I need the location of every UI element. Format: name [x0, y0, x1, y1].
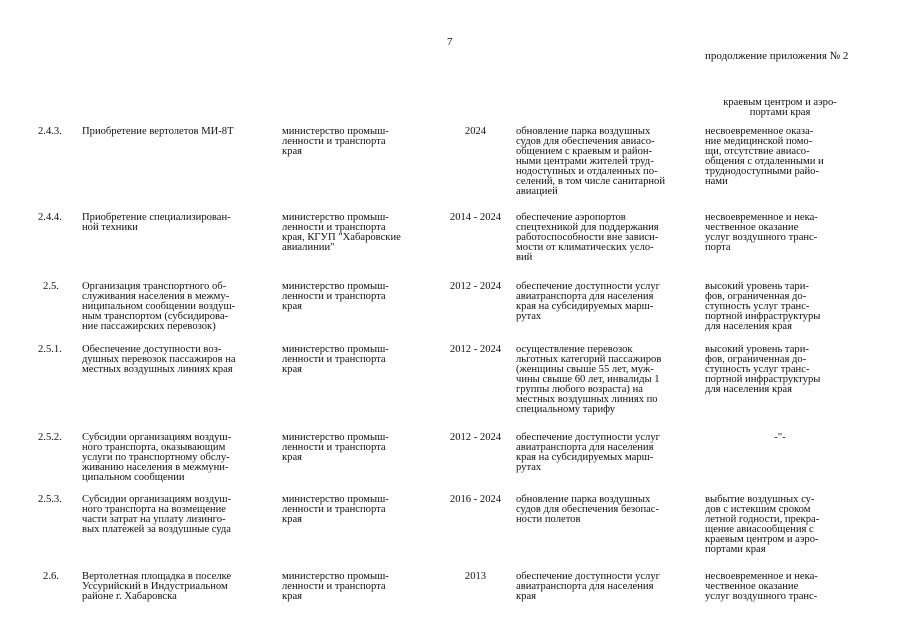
activity-name: Приобретение вертолетов МИ-8Т	[82, 126, 234, 137]
expected-result: обеспечение доступности услуг авиатранспорта для населения края на субсидируемых марш- рутах	[516, 281, 660, 322]
risk: несвоевременное оказа- ние медицинской помо- щи, отсутствие авиасо- общения с отдаленными и труднодоступными райо- нами	[705, 126, 824, 187]
expected-result: обеспечение доступности услуг авиатранспорта для населения края	[516, 571, 660, 602]
carry-line: краевым центром и аэро-	[723, 97, 837, 108]
row-number: 2.5.	[43, 281, 59, 292]
expected-result: обеспечение аэропортов спецтехникой для поддержания работоспособности вне зависи- мости от климатических усло- вий	[516, 212, 659, 263]
carry-over-text	[705, 98, 855, 118]
carry-line: портами края	[749, 107, 811, 118]
activity-name: Приобретение специализирован- ной техники	[82, 212, 231, 233]
executor: министерство промыш- ленности и транспорта края, КГУП "Хабаровские авиалинии"	[282, 212, 401, 253]
page-number: 7	[447, 36, 453, 48]
executor: министерство промыш- ленности и транспорта края	[282, 571, 389, 602]
risk: несвоевременное и нека- чественное оказание услуг воздушного транс-	[705, 571, 818, 602]
expected-result: осуществление перевозок льготных категорий пассажиров (женщины свыше 55 лет, муж- чины свыше 60 лет, инвалиды 1 группы любого возраста) на местных воздушных линиях по специальному тарифу	[516, 344, 662, 415]
executor: министерство промыш- ленности и транспорта края	[282, 281, 389, 312]
risk: несвоевременное и нека- чественное оказание услуг воздушного транс- порта	[705, 212, 818, 253]
row-number: 2.4.4.	[38, 212, 62, 223]
risk: выбытие воздушных су- дов с истекшим сроком летной годности, прекра- щение авиасообщения с краевым центром и аэро- портами края	[705, 494, 820, 555]
executor: министерство промыш- ленности и транспорта края	[282, 344, 389, 375]
years: 2016 - 2024	[449, 494, 502, 505]
risk: -"-	[774, 432, 786, 443]
row-number: 2.5.3.	[38, 494, 62, 505]
activity-name: Обеспечение доступности воз- душных перевозок пассажиров на местных воздушных линиях края	[82, 344, 236, 375]
row-number: 2.5.2.	[38, 432, 62, 443]
years: 2014 - 2024	[449, 212, 502, 223]
activity-name: Субсидии организациям воздуш- ного транспорта на возмещение части затрат на уплату лизинго- вых платежей за воздушные суда	[82, 494, 232, 535]
risk: высокий уровень тари- фов, ограниченная до- ступность услуг транс- портной инфраструктуры для населения края	[705, 281, 821, 332]
years: 2013	[464, 571, 487, 582]
activity-name: Вертолетная площадка в поселке Уссурийский в Индустриальном районе г. Хабаровска	[82, 571, 232, 602]
expected-result: обновление парка воздушных судов для обеспечения безопас- ности полетов	[516, 494, 660, 525]
years: 2024	[464, 126, 487, 137]
risk: высокий уровень тари- фов, ограниченная до- ступность услуг транс- портной инфраструктуры для населения края	[705, 344, 821, 395]
activity-name: Организация транспортного об- служивания населения в межму- ниципальном сообщении воздуш- ным транспортом (субсидирова- ние пассажирских перевозок)	[82, 281, 236, 332]
years: 2012 - 2024	[449, 281, 502, 292]
row-number: 2.6.	[43, 571, 59, 582]
years: 2012 - 2024	[449, 344, 502, 355]
row-number: 2.4.3.	[38, 126, 62, 137]
expected-result: обеспечение доступности услуг авиатранспорта для населения края на субсидируемых марш- рутах	[516, 432, 660, 473]
row-number: 2.5.1.	[38, 344, 62, 355]
continuation-title: продолжение приложения № 2	[705, 50, 849, 62]
expected-result: обновление парка воздушных судов для обеспечения авиасо- общением с краевым и район- ными центрами жителей труд- нодоступных и отдаленных по- селений, в том числе санитарной авиацией	[516, 126, 666, 197]
executor: министерство промыш- ленности и транспорта края	[282, 126, 389, 157]
executor: министерство промыш- ленности и транспорта края	[282, 432, 389, 463]
years: 2012 - 2024	[449, 432, 502, 443]
executor: министерство промыш- ленности и транспорта края	[282, 494, 389, 525]
activity-name: Субсидии организациям воздуш- ного транспорта, оказывающим услуги по транспортному обслу- живанию населения в межмуни- ципальном сообщении	[82, 432, 232, 483]
